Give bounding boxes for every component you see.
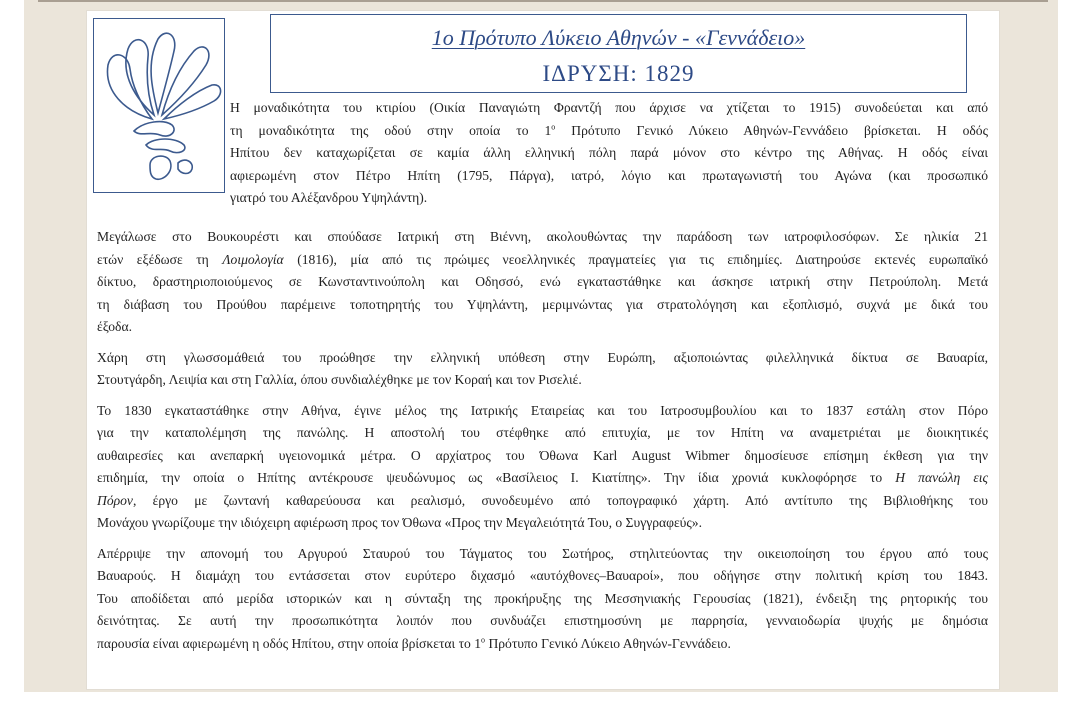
book-title-loimologia: Λοιμολογία bbox=[222, 251, 284, 267]
text-line: για την καταπολέμηση της πανώλης. Η αποστολή του στέφθηκε από επιτυχία, με τον Ηπίτη να αναμετριέται με διοικητικές bbox=[97, 425, 988, 440]
paragraph-europe bbox=[97, 347, 988, 392]
book-title-panoli: Η πανώλη εις bbox=[895, 470, 989, 485]
text-line: αυθαιρεσίες και ανεπαρκή υγειονομικά μέτρα. Ο αρχίατρος του Όθωνα Karl August Wibmer δημοσίευσε επίσημη έκθεση για την bbox=[97, 447, 988, 463]
text-line: Του αποδίδεται από μερίδα ιστορικών και η σύνταξη της προκήρυξης της Μεσσηνιακής Γερουσίας (1821), ένδειξη της ρητορικής του bbox=[97, 590, 988, 606]
paragraph-athens bbox=[97, 400, 988, 535]
text-line: Μονάχου γνωρίζουμε την ιδιόχειρη αφιέρωση προς τον Όθωνα «Προς την Μεγαλειότητά Του, ο Συγγραφεύς». bbox=[97, 515, 702, 530]
gennadeio-anthemion-icon bbox=[94, 19, 226, 194]
text-line: Απέρριψε την απονομή του Αργυρού Σταυρού του Τάγματος του Σωτήρος, στηλιτεύοντας την οικειοποίηση του έργου από τους bbox=[97, 545, 988, 561]
text-line: ετών εξέδωσε τη Λοιμολογία (1816), μία από τις πρώιμες νεοελληνικές πραγματείες για τις επιδημίες. Διατηρούσε εκτενές ευρωπαϊκό bbox=[97, 251, 988, 267]
paragraph-biography bbox=[97, 226, 988, 339]
paragraph-legacy bbox=[97, 543, 988, 656]
school-logo bbox=[93, 18, 225, 193]
intro-line: Η μοναδικότητα του κτιρίου (Οικία Παναγιώτη Φραντζή που άρχισε να χτίζεται το 1915) συνοδεύεται και από bbox=[230, 100, 988, 115]
text-line: Βαυαρούς. Η διαμάχη του εντάσσεται στον ευρύτερο διχασμό «αυτόχθονες–Βαυαροί», που οδήγησε στην πολιτική κρίση του 1843. bbox=[97, 568, 988, 583]
intro-line: Ηπίτου δεν καταχωρίζεται σε καμία άλλη ελληνική πόλη παρά μόνον στο κέντρο της Αθήνας. Η οδός είναι bbox=[230, 145, 988, 160]
text-line: επιδημία, την οποία ο Ηπίτης αντέκρουσε ψευδώνυμος ως «Βασίλειος Ι. Κιατίπης». Την ίδια χρονιά κυκλοφόρησε το Η πανώλη εις bbox=[97, 470, 989, 485]
text-line: Το 1830 εγκαταστάθηκε στην Αθήνα, έγινε μέλος της Ιατρικής Εταιρείας και του Ιατροσυμβουλίου και το 1837 εστάλη στον Πόρο bbox=[97, 402, 988, 418]
intro-paragraph bbox=[230, 97, 988, 210]
text-line: Πόρον, έργο με ζωντανή καθαρεύουσα και ρεαλισμό, συνοδευμένο από τοπογραφικό χάρτη. Από αντίτυπο της Βιβλιοθήκης του bbox=[97, 492, 988, 508]
text-line: έξοδα. bbox=[97, 319, 132, 334]
text-line: Μεγάλωσε στο Βουκουρέστι και σπούδασε Ιατρική στη Βιέννη, ακολουθώντας την παράδοση των ιατροφιλοσόφων. Σε ηλικία 21 bbox=[97, 229, 988, 244]
intro-line: τη μοναδικότητα της οδού στην οποία το $1^o$ Πρότυπο Γενικό Λύκειο Αθηνών-Γεννάδειο βρίσκεται. Η οδός bbox=[230, 121, 988, 138]
founding-year: ΙΔΡΥΣΗ: 1829 bbox=[542, 61, 695, 86]
intro-line: γιατρό του Αλέξανδρου Υψηλάντη). bbox=[230, 190, 428, 205]
document-page bbox=[86, 10, 1000, 690]
text-line: δεινότητας. Σε αυτή την προσωπικότητα λοιπόν που συνδυάζει επιστημοσύνη με παρρησία, γενναιοδωρία ψυχής με δημόσια bbox=[97, 613, 988, 628]
top-divider bbox=[38, 0, 1048, 2]
title-box bbox=[270, 14, 967, 93]
book-title-poron: Πόρον bbox=[97, 492, 133, 508]
text-line: Στουτγάρδη, Λειψία και στη Γαλλία, όπου συνδιαλέχθηκε με τον Κοραή και τον Ρισελιέ. bbox=[97, 372, 582, 387]
intro-line: αφιερωμένη στον Πέτρο Ηπίτη (1795, Πάργα), ιατρό, λόγιο και πρωταγωνιστή του Αγώνα (και προσωπικό bbox=[230, 167, 988, 183]
text-line: παρουσία είναι αφιερωμένη η οδός Ηπίτου, στην οποία βρίσκεται το $1^o$ Πρότυπο Γενικό Λύκειο Αθηνών-Γεννάδειο. bbox=[97, 634, 731, 651]
text-line: δίκτυο, δραστηριοποιούμενος σε Κωνσταντινούπολη και Οδησσό, ενώ εγκαταστάθηκε και άσκησε ιατρική στην Πετρούπολη. Μετά bbox=[97, 274, 988, 289]
article-body bbox=[97, 226, 988, 663]
page-margin-left bbox=[0, 0, 24, 708]
text-line: Χάρη στη γλωσσομάθειά του προώθησε την ελληνική υπόθεση στην Ευρώπη, αξιοποιώντας φιλελληνικά δίκτυα σε Βαυαρία, bbox=[97, 349, 988, 365]
text-line: τη διάβαση του Προύθου παρέμεινε τοποτηρητής του Υψηλάντη, μεριμνώντας για στρατολόγηση και εξοπλισμό, συχνά με δικά του bbox=[97, 296, 988, 312]
school-title: 1ο Πρότυπο Λύκειο Αθηνών - «Γεννάδειο» bbox=[431, 25, 806, 50]
